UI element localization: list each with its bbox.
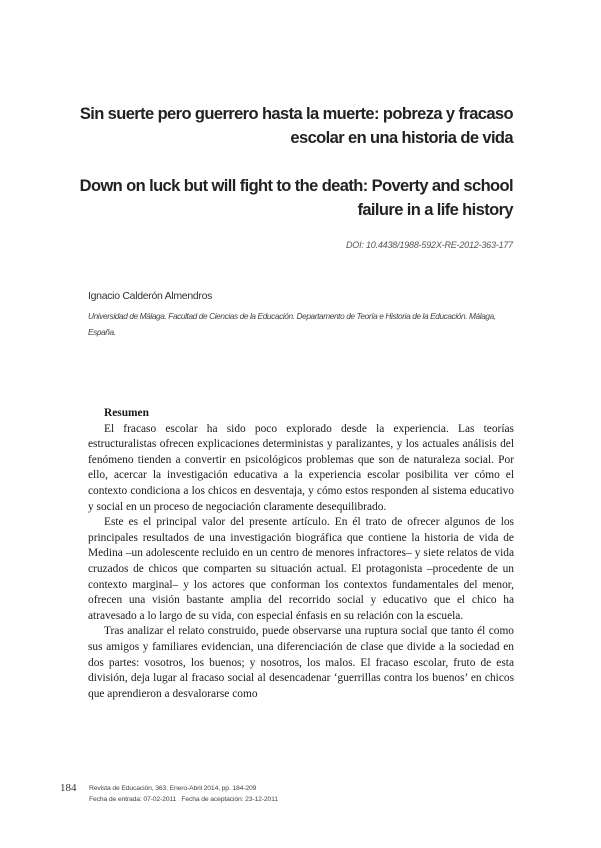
doi: DOI: 10.4438/1988-592X-RE-2012-363-177 [345,240,513,250]
submission-dates: Fecha de entrada: 07-02-2011 Fecha de aceptación: 23-12-2011 [89,796,278,803]
abstract-paragraph: Tras analizar el relato construido, puede observarse una ruptura social que tanto él como sus amigos y familiares evidencian, una diferenciación de clase que divide a la sociedad en dos partes: vosotros, los buenos; y nosotros, los malos. El fracaso escolar, fruto de esta división, deja lugar al fracaso social al desencadenar ‘guerrillas contra los buenos’ en chicos que aprendieron a desvalorarse como [88,625,514,700]
abstract-heading: Resumen [104,407,149,419]
abstract-paragraph: El fracaso escolar ha sido poco explorado desde la experiencia. Las teorías estructuralistas ofrecen explicaciones deterministas y paralizantes, y los actuales análisis del fenómeno tienden a convertir en psicológicos problemas que son de naturaleza social. Por ello, acercar la investigación educativa a la experiencia escolar posibilita ver cómo el contexto condiciona a los chicos en desventaja, y cómo estos responden al sistema educativo y social en un proceso de negociación claramente desequilibrado. [88,422,514,513]
author-affiliation: Universidad de Málaga. Facultad de Ciencias de la Educación. Departamento de Teoría e Historia de la Educación. Málaga, España. [88,311,496,337]
article-title-spanish: Sin suerte pero guerrero hasta la muerte: pobreza y fracaso escolar en una historia de vida [79,105,513,147]
author-name: Ignacio Calderón Almendros [88,290,213,302]
page-number: 184 [60,782,77,794]
article-title-english: Down on luck but will fight to the death: Poverty and school failure in a life history [79,177,513,219]
journal-citation: Revista de Educación, 363. Enero-Abril 2014, pp. 184-209 [89,785,257,792]
abstract-paragraph: Este es el principal valor del presente artículo. En él trato de ofrecer algunos de los principales resultados de una investigación biográfica que contiene la historia de vida de Medina –un adolescente recluido en un centro de menores infractores– y siete relatos de vida cruzados de chicos que comparten su situación actual. El protagonista –procedente de un contexto marginal– y los actores que conforman los contextos fundamentales del menor, ofrecen una visión bastante amplia del recorrido social y educativo que el chico ha atravesado a lo largo de su vida, con especial énfasis en su relación con la escuela. [88,516,514,622]
abstract [88,406,514,702]
